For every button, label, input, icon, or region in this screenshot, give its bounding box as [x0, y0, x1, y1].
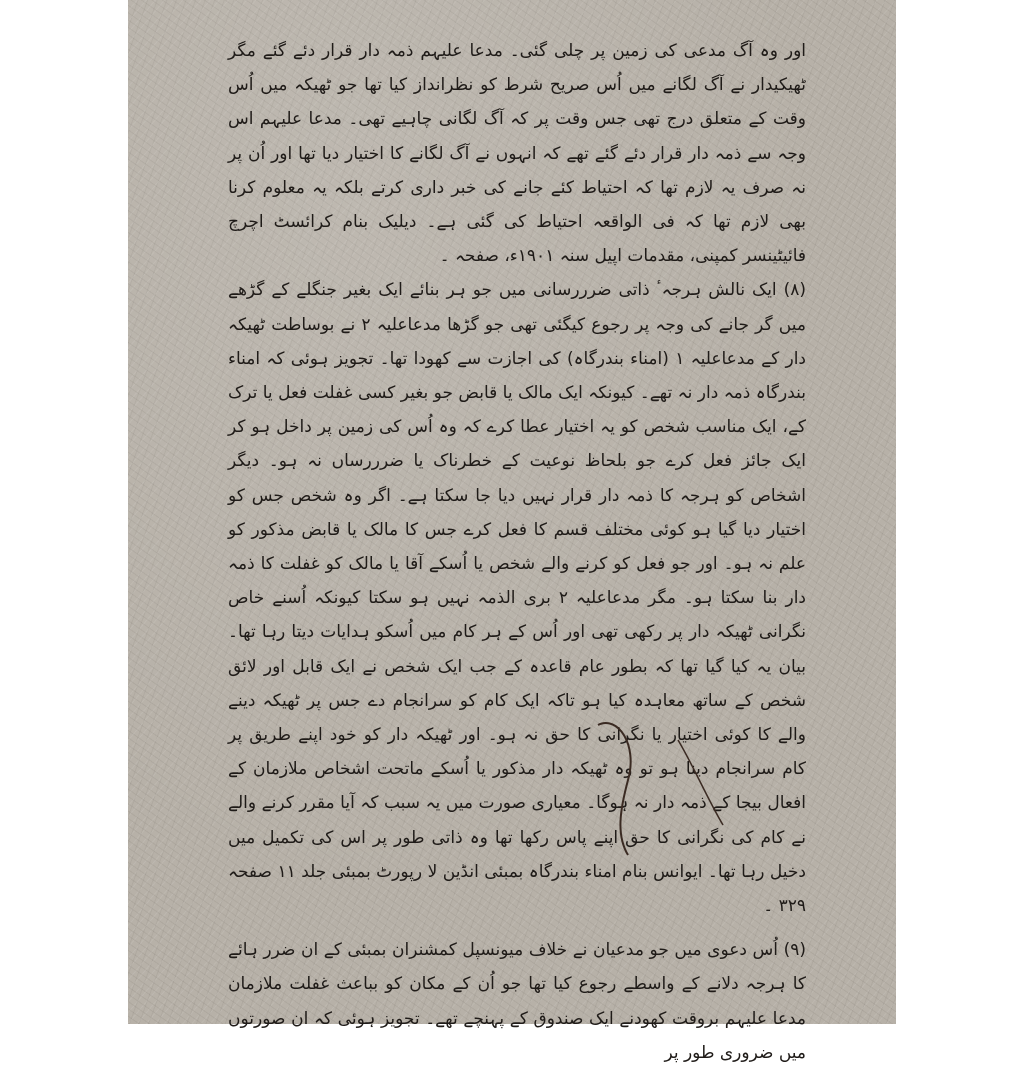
paragraph-8: (۸) ایک نالش ہرجہٴ ذاتی ضرررسانی میں جو ہر بنائے ایک بغیر جنگلے کے گڑھے میں گر جانے کی وجہ پر رجوع کیگئی تھی جو گڑھا مدعاعلیہ ۲ نے بوساطت ٹھیکہ دار کے مدعاعلیہ ۱ (امناء بندرگاہ) کی اجازت سے کھودا تھا۔ تجویز ہوئی کہ امناء بندرگاہ ذمہ دار نہ تھے۔ کیونکہ ایک مالک یا قابض جو بغیر کسی غفلت فعل یا ترک کے، ایک مناسب شخص کو یہ اختیار عطا کرے کہ وہ اُس کی زمین پر داخل ہو کر ایک جائز فعل کرے جو بلحاظ نوعیت کے خطرناک یا ضرررساں نہ ہو۔ دیگر اشخاص کو ہرجہ کا ذمہ دار قرار نہیں دیا جا سکتا ہے۔ اگر وہ شخص جس کو اختیار دیا گیا ہو کوئی مختلف قسم کا فعل کرے جس کا مالک یا قابض مذکور کو علم نہ ہو۔ اور جو فعل کو کرنے والے شخص یا اُسکے آقا یا مالک کو غفلت کا ذمہ دار بنا سکتا ہو۔ مگر مدعاعلیہ ۲ بری الذمہ نہیں ہو سکتا کیونکہ اُسنے خاص نگرانی ٹھیکہ دار پر رکھی تھی اور اُس کے ہر کام میں اُسکو ہدایات دیتا رہا تھا۔ بیان یہ کیا گیا تھا کہ بطور عام قاعدہ کے جب ایک شخص نے ایک قابل اور لائق شخص کے ساتھ معاہدہ کیا ہو تاکہ ایک کام کو سرانجام دے جس پر ٹھیکہ دینے والے کا کوئی اختیار یا نگرانی کا حق نہ ہو۔ اور ٹھیکہ دار کو خود اپنے طریق پر کام سرانجام دینا ہو تو وہ ٹھیکہ دار مذکور یا اُسکے ماتحت اشخاص ملازمان کے افعال بیجا کے ذمہ دار نہ ہوگا۔ معیاری صورت میں یہ سبب کہ آیا مقرر کرنے والے نے کام کی نگرانی کا حق اپنے پاس رکھا تھا وہ ذاتی طور پر اس کی تکمیل میں دخیل رہا تھا۔ ایوانس بنام امناء بندرگاہ بمبئی انڈین لا رپورٹ بمبئی جلد ۱۱ صفحہ ۳۲۹ ۔: [228, 280, 807, 917]
paragraph-9: (۹) اُس دعوی میں جو مدعیان نے خلاف میونسپل کمشنران بمبئی کے ان ضرر ہائے کا ہرجہ دلانے کے واسطے رجوع کیا تھا جو اُن کے مکان کو بباعث غفلت ملازمان مدعا علیہم بروقت کھودنے ایک صندوق کے پہنچے تھے۔ تجویز ہوئی کہ ان صورتوں میں ضروری طور پر: [228, 940, 806, 1063]
urdu-legal-text: [228, 34, 806, 1070]
scanned-page: [128, 0, 896, 1063]
paragraph-gap: [228, 923, 806, 933]
paragraph-1: اور وہ آگ مدعی کی زمین پر چلی گئی۔ مدعا علیہم ذمہ دار قرار دئے گئے مگر ٹھیکیدار نے آگ لگانے میں اُس صریح شرط کو نظرانداز کیا تھا جو ٹھیکہ میں اُس وقت کے متعلق درج تھی جس وقت پر کہ آگ لگانی چاہیے تھی۔ مدعا علیہم اس وجہ سے ذمہ دار قرار دئے گئے تھے کہ انہوں نے آگ لگانے کا اختیار دیا تھا اور اُن پر نہ صرف یہ لازم تھا کہ احتیاط کئے جانے کی خبر داری کرتے بلکہ یہ معلوم کرنا بھی لازم تھا کہ فی الواقعہ احتیاط کی گئی ہے۔ دیلیک بنام کرائسٹ اچرچ فائیٹینسر کمپنی، مقدمات اپیل سنہ ۱۹۰۱ء، صفحہ ۔: [228, 41, 806, 267]
